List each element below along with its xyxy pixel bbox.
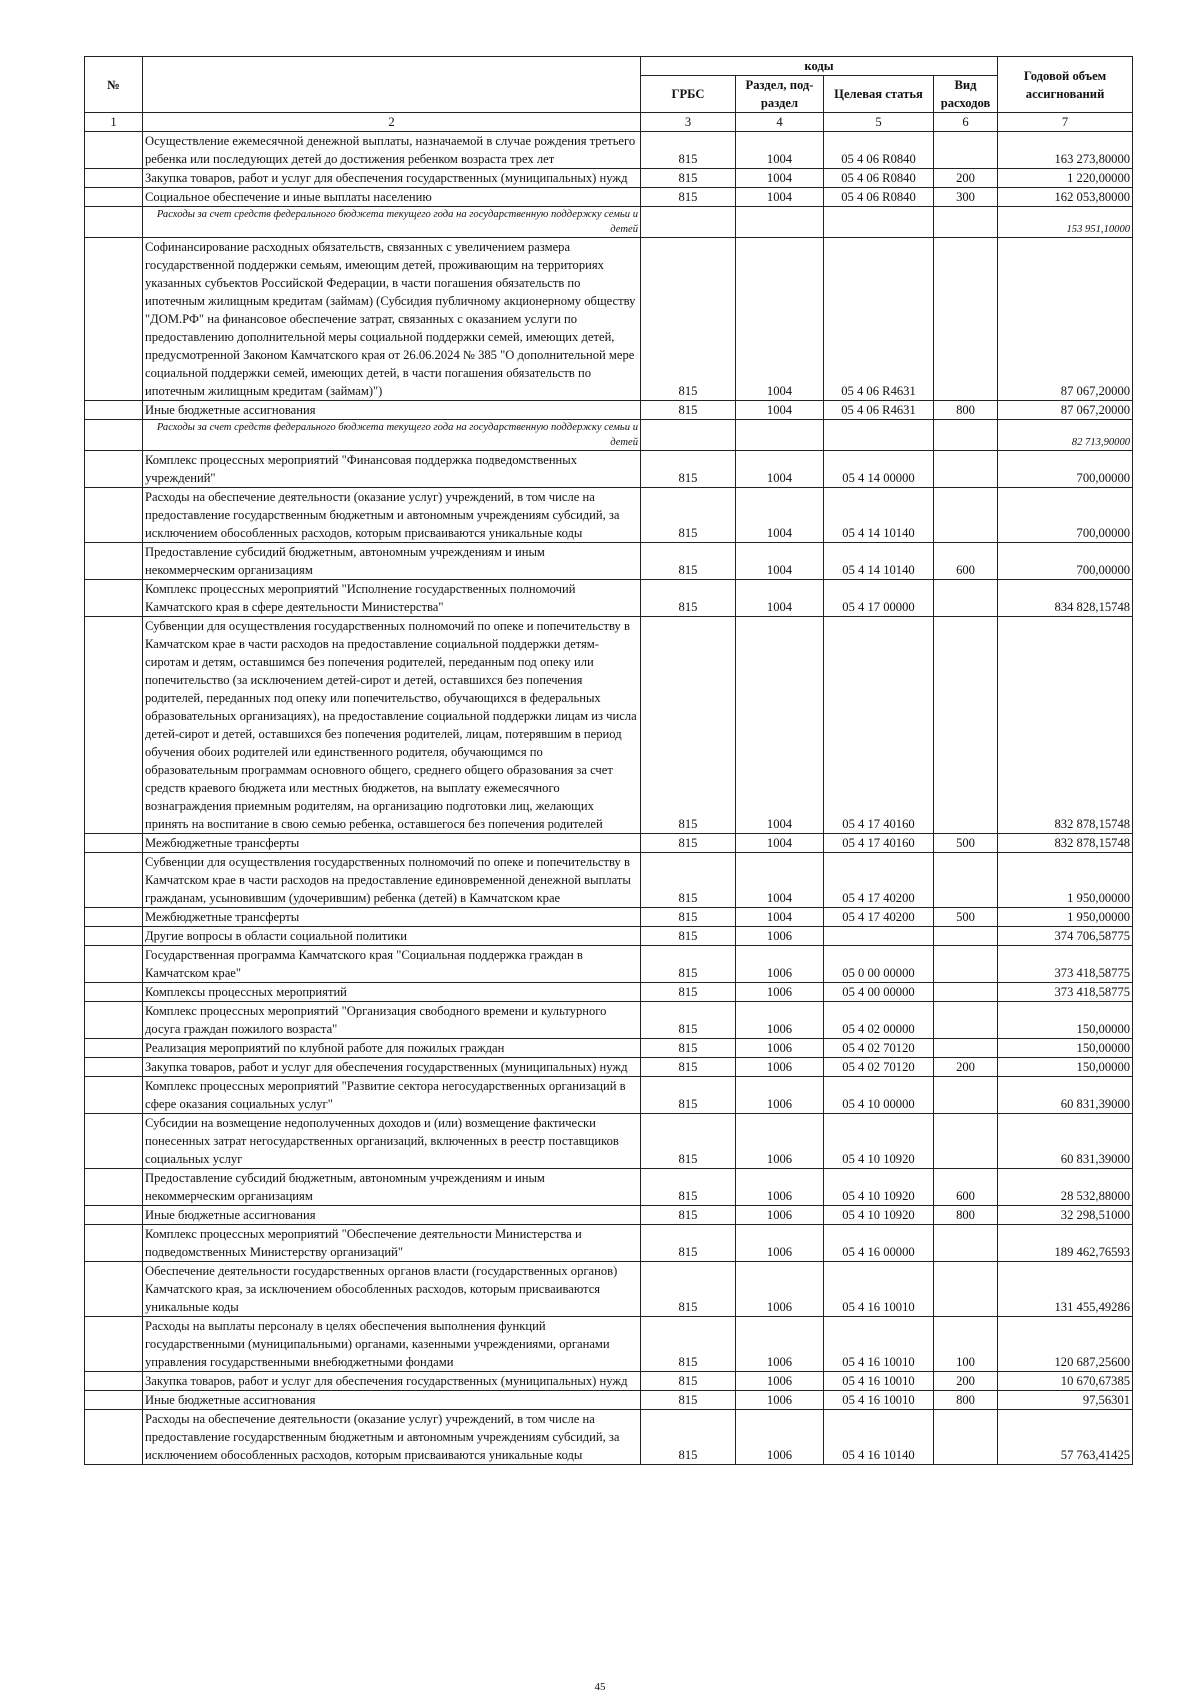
row-razdel: 1006 <box>736 1391 824 1410</box>
row-number <box>85 1169 143 1206</box>
row-razdel: 1006 <box>736 927 824 946</box>
row-name: Расходы за счет средств федерального бюджета текущего года на государственную поддержку семьи и детей <box>143 207 641 238</box>
row-amount: 60 831,39000 <box>998 1114 1133 1169</box>
row-razdel: 1006 <box>736 1410 824 1465</box>
row-number <box>85 488 143 543</box>
row-razdel: 1006 <box>736 1262 824 1317</box>
row-number <box>85 238 143 401</box>
row-number <box>85 1077 143 1114</box>
row-grbs: 815 <box>641 580 736 617</box>
row-target: 05 4 16 10010 <box>824 1391 934 1410</box>
row-vid <box>934 853 998 908</box>
row-razdel: 1004 <box>736 188 824 207</box>
table-row <box>85 1002 1133 1039</box>
row-number <box>85 1410 143 1465</box>
row-amount: 87 067,20000 <box>998 238 1133 401</box>
row-amount: 163 273,80000 <box>998 132 1133 169</box>
table-row <box>85 834 1133 853</box>
row-target: 05 4 16 10140 <box>824 1410 934 1465</box>
row-amount: 97,56301 <box>998 1391 1133 1410</box>
row-vid <box>934 1225 998 1262</box>
row-target <box>824 420 934 451</box>
table-row <box>85 853 1133 908</box>
row-amount: 57 763,41425 <box>998 1410 1133 1465</box>
row-number <box>85 169 143 188</box>
row-number <box>85 1002 143 1039</box>
row-name: Расходы на обеспечение деятельности (оказание услуг) учреждений, в том числе на предоставление государственным бюджетным и автономным учреждениям субсидий, за исключением обособленных расходов, которым присваиваются уникальные коды <box>143 1410 641 1465</box>
row-amount: 834 828,15748 <box>998 580 1133 617</box>
row-amount: 60 831,39000 <box>998 1077 1133 1114</box>
row-number <box>85 1039 143 1058</box>
row-razdel: 1006 <box>736 983 824 1002</box>
row-name: Межбюджетные трансферты <box>143 908 641 927</box>
row-grbs: 815 <box>641 169 736 188</box>
row-amount: 374 706,58775 <box>998 927 1133 946</box>
row-name: Комплекс процессных мероприятий "Развитие сектора негосударственных организаций в сфере оказания социальных услуг" <box>143 1077 641 1114</box>
row-grbs: 815 <box>641 238 736 401</box>
row-name: Расходы на обеспечение деятельности (оказание услуг) учреждений, в том числе на предоставление государственным бюджетным и автономным учреждениям субсидий, за исключением обособленных расходов, которым присваиваются уникальные коды <box>143 488 641 543</box>
table-row <box>85 488 1133 543</box>
row-name: Комплекс процессных мероприятий "Исполнение государственных полномочий Камчатского края в сфере деятельности Министерства" <box>143 580 641 617</box>
row-target: 05 4 16 10010 <box>824 1317 934 1372</box>
row-grbs: 815 <box>641 188 736 207</box>
row-name: Иные бюджетные ассигнования <box>143 401 641 420</box>
table-header <box>85 57 1133 132</box>
row-number <box>85 1058 143 1077</box>
row-number <box>85 1262 143 1317</box>
row-number <box>85 617 143 834</box>
row-vid <box>934 983 998 1002</box>
row-razdel: 1006 <box>736 1317 824 1372</box>
table-row <box>85 1262 1133 1317</box>
row-name: Предоставление субсидий бюджетным, автономным учреждениям и иным некоммерческим организациям <box>143 1169 641 1206</box>
row-grbs: 815 <box>641 1114 736 1169</box>
federal-note-row <box>85 420 1133 451</box>
row-name: Предоставление субсидий бюджетным, автономным учреждениям и иным некоммерческим организациям <box>143 543 641 580</box>
federal-note-row <box>85 207 1133 238</box>
row-razdel: 1004 <box>736 238 824 401</box>
row-vid <box>934 946 998 983</box>
row-number <box>85 1225 143 1262</box>
row-number <box>85 188 143 207</box>
row-name: Субсидии на возмещение недополученных доходов и (или) возмещение фактически понесенных затрат негосударственных организаций, включенных в реестр поставщиков социальных услуг <box>143 1114 641 1169</box>
row-name: Закупка товаров, работ и услуг для обеспечения государственных (муниципальных) нужд <box>143 1372 641 1391</box>
row-target: 05 4 10 10920 <box>824 1169 934 1206</box>
row-target: 05 4 06 R0840 <box>824 132 934 169</box>
table-row <box>85 1225 1133 1262</box>
row-number <box>85 543 143 580</box>
row-grbs: 815 <box>641 1372 736 1391</box>
row-name: Социальное обеспечение и иные выплаты населению <box>143 188 641 207</box>
row-number <box>85 834 143 853</box>
row-grbs: 815 <box>641 543 736 580</box>
row-grbs: 815 <box>641 401 736 420</box>
row-grbs <box>641 207 736 238</box>
table-row <box>85 1391 1133 1410</box>
row-grbs: 815 <box>641 1317 736 1372</box>
row-razdel: 1006 <box>736 1206 824 1225</box>
row-razdel: 1004 <box>736 853 824 908</box>
row-razdel: 1004 <box>736 401 824 420</box>
table-row <box>85 1169 1133 1206</box>
row-razdel: 1004 <box>736 580 824 617</box>
row-vid <box>934 580 998 617</box>
header-column-numbers <box>85 113 1133 132</box>
row-grbs: 815 <box>641 488 736 543</box>
table-row <box>85 238 1133 401</box>
row-name: Другие вопросы в области социальной политики <box>143 927 641 946</box>
row-vid <box>934 1262 998 1317</box>
page-number: 45 <box>594 1681 606 1693</box>
row-grbs: 815 <box>641 1262 736 1317</box>
row-target: 05 4 14 10140 <box>824 543 934 580</box>
row-grbs: 815 <box>641 132 736 169</box>
row-amount: 150,00000 <box>998 1058 1133 1077</box>
table-row <box>85 1372 1133 1391</box>
header-num: № <box>85 57 143 113</box>
row-razdel: 1004 <box>736 908 824 927</box>
row-razdel: 1006 <box>736 1058 824 1077</box>
row-target: 05 4 06 R4631 <box>824 238 934 401</box>
row-number <box>85 853 143 908</box>
row-amount: 162 053,80000 <box>998 188 1133 207</box>
row-target: 05 4 02 00000 <box>824 1002 934 1039</box>
row-grbs <box>641 420 736 451</box>
row-razdel: 1004 <box>736 834 824 853</box>
row-amount: 700,00000 <box>998 488 1133 543</box>
row-grbs: 815 <box>641 617 736 834</box>
row-vid: 200 <box>934 1058 998 1077</box>
row-number <box>85 207 143 238</box>
row-grbs: 815 <box>641 927 736 946</box>
row-target: 05 4 17 40160 <box>824 834 934 853</box>
row-razdel: 1006 <box>736 1002 824 1039</box>
row-name: Реализация мероприятий по клубной работе для пожилых граждан <box>143 1039 641 1058</box>
row-vid <box>934 617 998 834</box>
row-name: Государственная программа Камчатского края "Социальная поддержка граждан в Камчатском крае" <box>143 946 641 983</box>
row-grbs: 815 <box>641 1410 736 1465</box>
row-vid <box>934 1077 998 1114</box>
row-razdel: 1006 <box>736 1114 824 1169</box>
row-vid <box>934 451 998 488</box>
table-row <box>85 927 1133 946</box>
table-row <box>85 1206 1133 1225</box>
row-target: 05 4 02 70120 <box>824 1039 934 1058</box>
row-name: Расходы на выплаты персоналу в целях обеспечения выполнения функций государственными (муниципальными) органами, казенными учреждениями, органами управления государственными внебюджетными фондами <box>143 1317 641 1372</box>
row-name: Софинансирование расходных обязательств, связанных с увеличением размера государственной поддержки семьям, имеющим детей, проживающим на территориях указанных субъектов Российской Федерации, в части погашения обязательств по ипотечным жилищным кредитам (займам) (Субсидия публичному акционерному обществу "ДОМ.РФ" на финансовое обеспечение затрат, связанных с оказанием услуги по предоставлению дополнительной меры социальной поддержки семей, имеющих детей, предусмотренной Законом Камчатского края от 26.06.2024 № 385 "О дополнительной мере социальной поддержки семей, имеющих детей, в части погашения обязательств по ипотечным жилищным кредитам (займам)") <box>143 238 641 401</box>
row-name: Комплекс процессных мероприятий "Организация свободного времени и культурного досуга граждан пожилого возраста" <box>143 1002 641 1039</box>
row-vid <box>934 420 998 451</box>
row-amount: 150,00000 <box>998 1002 1133 1039</box>
table-row <box>85 1317 1133 1372</box>
row-target: 05 4 10 00000 <box>824 1077 934 1114</box>
table-row <box>85 1410 1133 1465</box>
row-amount: 832 878,15748 <box>998 834 1133 853</box>
budget-table <box>84 56 1133 1465</box>
row-grbs: 815 <box>641 908 736 927</box>
table-row <box>85 169 1133 188</box>
row-razdel: 1004 <box>736 451 824 488</box>
row-amount: 153 951,10000 <box>998 207 1133 238</box>
row-target: 05 4 10 10920 <box>824 1206 934 1225</box>
row-amount: 28 532,88000 <box>998 1169 1133 1206</box>
row-vid: 800 <box>934 1206 998 1225</box>
row-razdel: 1006 <box>736 1372 824 1391</box>
row-amount: 32 298,51000 <box>998 1206 1133 1225</box>
row-number <box>85 1114 143 1169</box>
row-grbs: 815 <box>641 834 736 853</box>
row-number <box>85 1391 143 1410</box>
row-grbs: 815 <box>641 1169 736 1206</box>
row-name: Иные бюджетные ассигнования <box>143 1206 641 1225</box>
row-razdel: 1006 <box>736 946 824 983</box>
row-target: 05 4 16 10010 <box>824 1262 934 1317</box>
row-vid: 100 <box>934 1317 998 1372</box>
row-vid: 800 <box>934 1391 998 1410</box>
row-razdel: 1004 <box>736 617 824 834</box>
row-amount: 373 418,58775 <box>998 983 1133 1002</box>
row-grbs: 815 <box>641 983 736 1002</box>
header-grbs: ГРБС <box>641 76 736 113</box>
row-target: 05 4 17 40200 <box>824 908 934 927</box>
row-razdel: 1006 <box>736 1039 824 1058</box>
row-vid: 200 <box>934 169 998 188</box>
row-target: 05 4 14 10140 <box>824 488 934 543</box>
row-target: 05 4 17 40200 <box>824 853 934 908</box>
row-grbs: 815 <box>641 1391 736 1410</box>
row-vid <box>934 132 998 169</box>
row-target: 05 0 00 00000 <box>824 946 934 983</box>
row-amount: 373 418,58775 <box>998 946 1133 983</box>
row-vid <box>934 1114 998 1169</box>
header-name <box>143 57 641 113</box>
table-row <box>85 1039 1133 1058</box>
row-grbs: 815 <box>641 1206 736 1225</box>
table-row <box>85 983 1133 1002</box>
row-target: 05 4 10 10920 <box>824 1114 934 1169</box>
row-name: Закупка товаров, работ и услуг для обеспечения государственных (муниципальных) нужд <box>143 169 641 188</box>
column-number: 4 <box>736 113 824 132</box>
row-amount: 131 455,49286 <box>998 1262 1133 1317</box>
row-name: Комплекс процессных мероприятий "Обеспечение деятельности Министерства и подведомственных Министерству организаций" <box>143 1225 641 1262</box>
row-number <box>85 1372 143 1391</box>
row-vid <box>934 488 998 543</box>
row-number <box>85 927 143 946</box>
table-row <box>85 1058 1133 1077</box>
row-razdel: 1004 <box>736 132 824 169</box>
row-target: 05 4 06 R4631 <box>824 401 934 420</box>
table-row <box>85 543 1133 580</box>
row-vid <box>934 207 998 238</box>
row-vid: 500 <box>934 908 998 927</box>
row-name: Комплекс процессных мероприятий "Финансовая поддержка подведомственных учреждений" <box>143 451 641 488</box>
row-razdel: 1004 <box>736 169 824 188</box>
table-row <box>85 401 1133 420</box>
header-target: Целевая статья <box>824 76 934 113</box>
row-amount: 700,00000 <box>998 543 1133 580</box>
row-vid <box>934 1002 998 1039</box>
header-razdel: Раздел, под-раздел <box>736 76 824 113</box>
row-amount: 1 950,00000 <box>998 908 1133 927</box>
header-codes: коды <box>641 57 998 76</box>
row-number <box>85 946 143 983</box>
header-vid: Вид расходов <box>934 76 998 113</box>
row-name: Обеспечение деятельности государственных органов власти (государственных органов) Камчатского края, за исключением обособленных расходов, которым присваиваются уникальные коды <box>143 1262 641 1317</box>
table-row <box>85 580 1133 617</box>
row-vid <box>934 927 998 946</box>
row-number <box>85 451 143 488</box>
row-grbs: 815 <box>641 853 736 908</box>
row-target: 05 4 17 40160 <box>824 617 934 834</box>
table-row <box>85 188 1133 207</box>
row-vid: 500 <box>934 834 998 853</box>
row-grbs: 815 <box>641 451 736 488</box>
row-name: Закупка товаров, работ и услуг для обеспечения государственных (муниципальных) нужд <box>143 1058 641 1077</box>
row-number <box>85 908 143 927</box>
column-number: 2 <box>143 113 641 132</box>
row-amount: 10 670,67385 <box>998 1372 1133 1391</box>
row-amount: 700,00000 <box>998 451 1133 488</box>
column-number: 7 <box>998 113 1133 132</box>
row-target: 05 4 06 R0840 <box>824 169 934 188</box>
row-razdel: 1006 <box>736 1225 824 1262</box>
row-number <box>85 420 143 451</box>
row-number <box>85 132 143 169</box>
row-number <box>85 1206 143 1225</box>
row-target: 05 4 16 10010 <box>824 1372 934 1391</box>
row-name: Иные бюджетные ассигнования <box>143 1391 641 1410</box>
row-vid: 600 <box>934 1169 998 1206</box>
row-razdel: 1004 <box>736 488 824 543</box>
row-name: Расходы за счет средств федерального бюджета текущего года на государственную поддержку семьи и детей <box>143 420 641 451</box>
row-razdel: 1006 <box>736 1169 824 1206</box>
row-name: Осуществление ежемесячной денежной выплаты, назначаемой в случае рождения третьего ребенка или последующих детей до достижения ребенком возраста трех лет <box>143 132 641 169</box>
table-row <box>85 132 1133 169</box>
row-name: Межбюджетные трансферты <box>143 834 641 853</box>
table-row <box>85 946 1133 983</box>
row-target: 05 4 00 00000 <box>824 983 934 1002</box>
row-target: 05 4 02 70120 <box>824 1058 934 1077</box>
row-name: Комплексы процессных мероприятий <box>143 983 641 1002</box>
row-razdel <box>736 420 824 451</box>
row-vid: 600 <box>934 543 998 580</box>
row-target: 05 4 17 00000 <box>824 580 934 617</box>
column-number: 3 <box>641 113 736 132</box>
table-row <box>85 617 1133 834</box>
row-grbs: 815 <box>641 946 736 983</box>
row-razdel <box>736 207 824 238</box>
row-target: 05 4 14 00000 <box>824 451 934 488</box>
row-number <box>85 1317 143 1372</box>
row-grbs: 815 <box>641 1058 736 1077</box>
table-row <box>85 908 1133 927</box>
row-amount: 1 950,00000 <box>998 853 1133 908</box>
row-razdel: 1004 <box>736 543 824 580</box>
row-vid: 200 <box>934 1372 998 1391</box>
row-name: Субвенции для осуществления государственных полномочий по опеке и попечительству в Камчатском крае в части расходов на предоставление единовременной денежной выплаты гражданам, усыновившим (удочерившим) ребенка (детей) в Камчатском крае <box>143 853 641 908</box>
row-grbs: 815 <box>641 1077 736 1114</box>
header-annual: Годовой объем ассигнований <box>998 57 1133 113</box>
table-row <box>85 1114 1133 1169</box>
row-vid: 300 <box>934 188 998 207</box>
row-grbs: 815 <box>641 1225 736 1262</box>
column-number: 5 <box>824 113 934 132</box>
row-amount: 82 713,90000 <box>998 420 1133 451</box>
row-amount: 87 067,20000 <box>998 401 1133 420</box>
table-row <box>85 451 1133 488</box>
row-amount: 832 878,15748 <box>998 617 1133 834</box>
row-grbs: 815 <box>641 1002 736 1039</box>
row-amount: 189 462,76593 <box>998 1225 1133 1262</box>
row-grbs: 815 <box>641 1039 736 1058</box>
row-number <box>85 983 143 1002</box>
row-target: 05 4 16 00000 <box>824 1225 934 1262</box>
row-amount: 120 687,25600 <box>998 1317 1133 1372</box>
row-amount: 1 220,00000 <box>998 169 1133 188</box>
row-vid: 800 <box>934 401 998 420</box>
table-body <box>85 132 1133 1465</box>
row-name: Субвенции для осуществления государственных полномочий по опеке и попечительству в Камчатском крае в части расходов на предоставление социальной поддержки детям-сиротам и детям, оставшимся без попечения родителей, переданным под опеку или попечительство (за исключением детей-сирот и детей, оставшихся без попечения родителей, переданных под опеку или попечительство, обучающихся в федеральных образовательных организациях), на предоставление социальной поддержки лицам из числа детей-сирот и детей, оставшихся без попечения родителей, лицам, потерявшим в период обучения обоих родителей или единственного родителя, обучающимся по образовательным программам основного общего, среднего общего образования за счет средств краевого бюджета или местных бюджетов, на выплату ежемесячного вознаграждения приемным родителям, на организацию подготовки лиц, желающих принять на воспитание в свою семью ребенка, оставшегося без попечения родителей <box>143 617 641 834</box>
row-target <box>824 207 934 238</box>
column-number: 6 <box>934 113 998 132</box>
row-vid <box>934 238 998 401</box>
row-razdel: 1006 <box>736 1077 824 1114</box>
row-target <box>824 927 934 946</box>
table-row <box>85 1077 1133 1114</box>
row-vid <box>934 1410 998 1465</box>
column-number: 1 <box>85 113 143 132</box>
row-target: 05 4 06 R0840 <box>824 188 934 207</box>
row-amount: 150,00000 <box>998 1039 1133 1058</box>
row-number <box>85 401 143 420</box>
row-number <box>85 580 143 617</box>
row-vid <box>934 1039 998 1058</box>
